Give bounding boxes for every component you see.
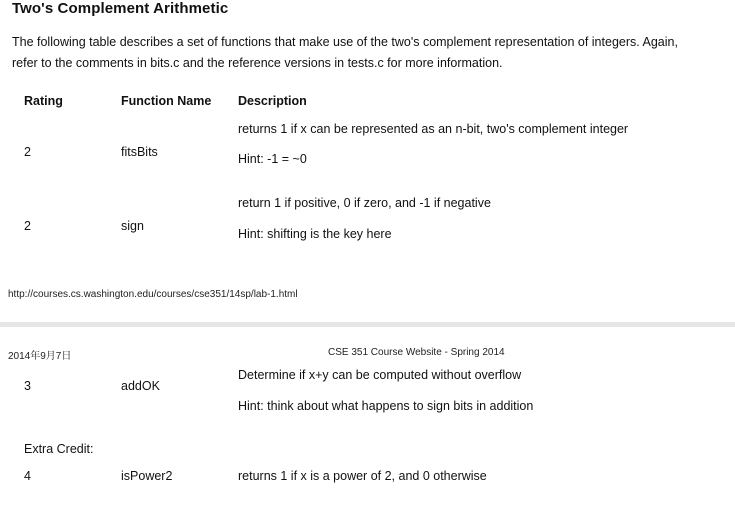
header-rating: Rating xyxy=(24,94,63,108)
print-header-date: 2014年9月7日 xyxy=(8,351,72,362)
row-function-name: isPower2 xyxy=(121,469,173,483)
row-description: return 1 if positive, 0 if zero, and -1 if negative xyxy=(238,196,491,210)
row-hint: Hint: -1 = ~0 xyxy=(238,152,307,166)
row-rating: 3 xyxy=(24,379,31,393)
row-hint: Hint: think about what happens to sign bits in addition xyxy=(238,399,534,413)
page-break-divider xyxy=(0,322,735,327)
row-description: Determine if x+y can be computed without overflow xyxy=(238,368,522,382)
print-footer-url: http://courses.cs.washington.edu/courses/cse351/14sp/lab-1.html xyxy=(8,289,298,300)
header-description: Description xyxy=(238,94,307,108)
section-title: Two's Complement Arithmetic xyxy=(12,0,229,17)
row-hint: Hint: shifting is the key here xyxy=(238,227,392,241)
row-rating: 2 xyxy=(24,219,31,233)
row-rating: 2 xyxy=(24,145,31,159)
row-rating: 4 xyxy=(24,469,31,483)
row-function-name: sign xyxy=(121,219,144,233)
row-description: returns 1 if x is a power of 2, and 0 otherwise xyxy=(238,469,487,483)
row-description: returns 1 if x can be represented as an n-bit, two's complement integer xyxy=(238,122,629,136)
row-function-name: addOK xyxy=(121,379,160,393)
intro-text-line-2: refer to the comments in bits.c and the reference versions in tests.c for more information. xyxy=(12,56,503,70)
header-function-name: Function Name xyxy=(121,94,212,108)
extra-credit-label: Extra Credit: xyxy=(24,442,94,456)
row-function-name: fitsBits xyxy=(121,145,158,159)
intro-text-line-1: The following table describes a set of functions that make use of the two's complement representation of integers. Again, xyxy=(12,35,678,49)
print-header-site-title: CSE 351 Course Website - Spring 2014 xyxy=(328,347,505,358)
